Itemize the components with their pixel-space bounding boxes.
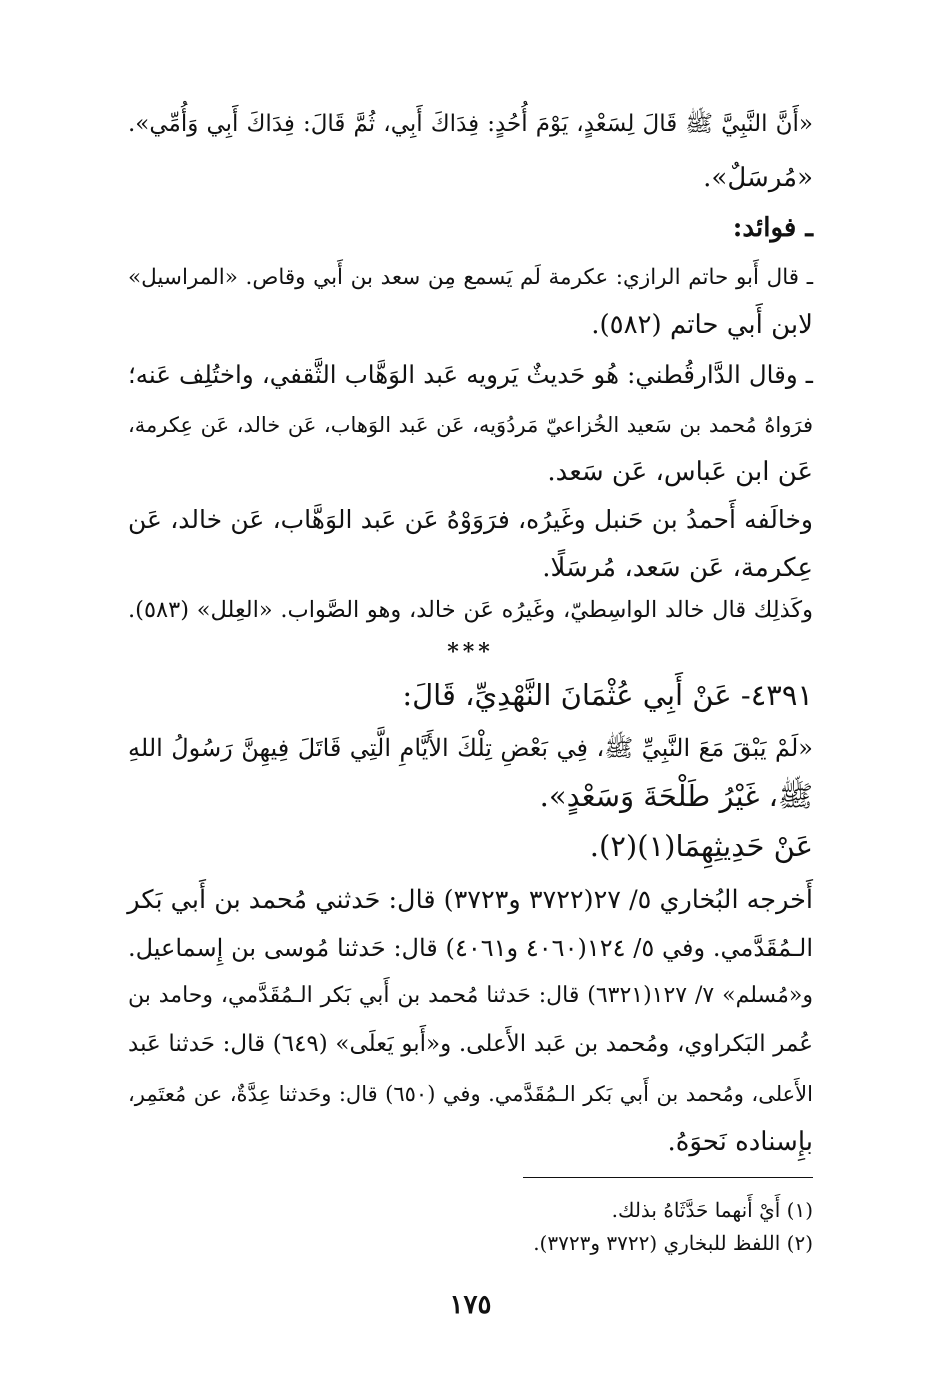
hadith-text-3: عَنْ حَدِيثِهِمَا(١)(٢). (589, 829, 813, 863)
takhrij-line-5: الأَعلى، ومُحمد بن أَبي بَكر الـمُقَدَّمي. وفي (٦٥٠) قال: وحَدثنا عِدَّةٌ، عن مُعتَمِر، (128, 1082, 813, 1106)
hadith-heading: ٤٣٩١- عَنْ أَبِي عُثْمَانَ النَّهْدِيِّ، قَالَ: (402, 678, 813, 712)
text-line-6: ـ وقال الدَّارقُطني: هُو حَديثٌ يَرويه عَبد الوَهَّاب الثَّقفي، واختُلِف عَنه؛ (128, 360, 813, 389)
text-line-4: ـ قال أَبو حاتم الرازي: عكرمة لَم يَسمع مِن سعد بن أَبي وقاص. «المراسيل» (128, 265, 813, 290)
text-line-8: عَن ابن عَباس، عَن سَعد. (547, 457, 813, 487)
text-line-2: «مُرسَلٌ». (703, 163, 813, 193)
footnote-2: (٢) اللفظ للبخاري (٣٧٢٢ و٣٧٢٣). (533, 1231, 813, 1255)
takhrij-line-6: بإِسناده نَحوَهُ. (667, 1127, 813, 1157)
takhrij-line-3: و«مُسلم» ٧/ ١٢٧(٦٣٢١) قال: حَدثنا مُحمد بن أَبي بَكر الـمُقَدَّمي، وحامد بن (128, 983, 814, 1008)
text-line-1: «أَنَّ النَّبِيَّ ﷺ قَالَ لِسَعْدٍ، يَوْمَ أُحُدٍ: فِدَاكَ أَبِي، ثُمَّ قَالَ: فِدَاكَ أَبِي وَأُمِّي». (128, 111, 813, 137)
section-heading: ـ فوائد: (732, 213, 813, 243)
takhrij-line-1: أَخرجه البُخاري ٥/ ٢٧(٣٧٢٢ و٣٧٢٣) قال: حَدثني مُحمد بن أَبي بَكر (127, 885, 813, 915)
hadith-text-2: ﷺ، غَيْرُ طَلْحَةَ وَسَعْدٍ». (539, 779, 813, 813)
page-number: ١٧٥ (449, 1290, 492, 1320)
footnote-divider (523, 1177, 813, 1178)
text-line-11: وكَذلِك قال خالد الواسِطيّ، وغَيرُه عَن خالد، وهو الصَّواب. «العِلل» (٥٨٣). (128, 597, 813, 623)
takhrij-line-2: الـمُقَدَّمي. وفي ٥/ ١٢٤(٤٠٦٠ و٤٠٦١) قال: حَدثنا مُوسى بن إِسماعيل. (128, 934, 814, 962)
takhrij-line-4: عُمر البَكراوي، ومُحمد بن عَبد الأَعلى. و«أَبو يَعلَى» (٦٤٩) قال: حَدثنا عَبد (128, 1031, 813, 1057)
text-line-7: فرَواهُ مُحمد بن سَعيد الخُزاعيّ مَردُوَيه، عَن عَبد الوَهاب، عَن خالد، عَن عِكرمة، (128, 413, 813, 437)
hadith-text-1: «لَمْ يَبْقَ مَعَ النَّبِيِّ ﷺ، فِي بَعْضِ تِلْكَ الأَيَّامِ الَّتِي قَاتَلَ فِيهِنَّ رَسُولُ اللهِ (128, 734, 813, 762)
text-line-9: وخالَفه أَحمدُ بن حَنبل وغَيرُه، فرَوَوْهُ عَن عَبد الوَهَّاب، عَن خالد، عَن (128, 505, 813, 534)
text-line-5: لابن أَبي حاتم (٥٨٢). (591, 310, 813, 340)
section-separator: *** (447, 639, 494, 665)
text-line-10: عِكرمة، عَن سَعد، مُرسَلًا. (542, 553, 813, 583)
footnote-1: (١) أَيْ أَنهما حَدَّثَاهُ بذلك. (611, 1198, 813, 1222)
